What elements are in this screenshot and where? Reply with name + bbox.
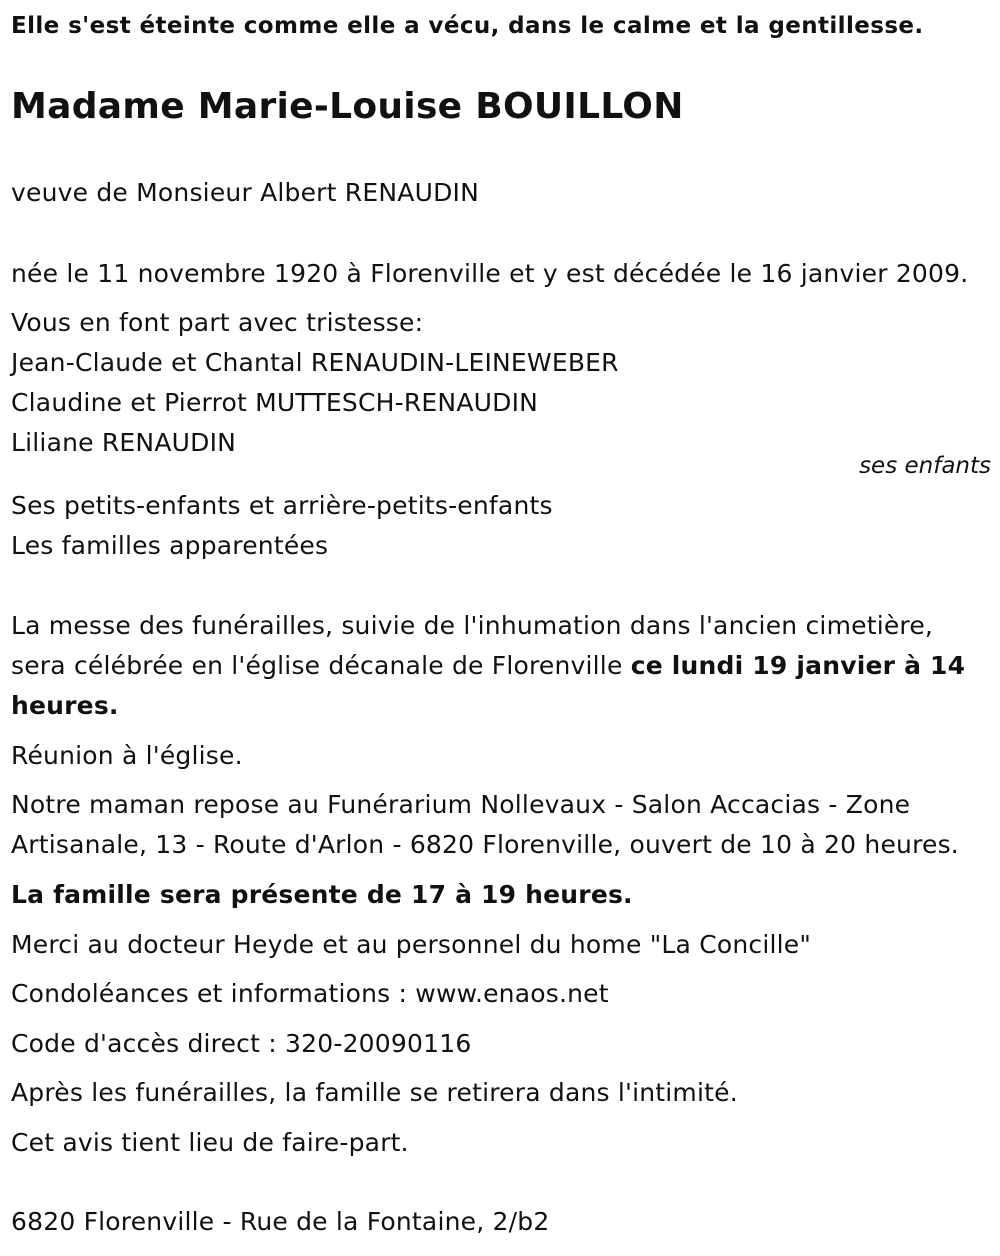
mass-date-text: ce lundi 19 janvier à 14	[630, 651, 966, 680]
notice-line: Cet avis tient lieu de faire-part.	[11, 1128, 409, 1157]
access-code-line: Code d'accès direct : 320-20090116	[11, 1029, 472, 1058]
epigraph: Elle s'est éteinte comme elle a vécu, dans le calme et la gentillesse.	[11, 13, 924, 39]
family-line: Les familles apparentées	[11, 531, 329, 560]
deceased-name: Madame Marie-Louise BOUILLON	[11, 86, 684, 127]
birth-death-line: née le 11 novembre 1920 à Florenville et y est décédée le 16 janvier 2009.	[11, 259, 969, 288]
meeting-line: Réunion à l'église.	[11, 741, 243, 770]
spouse-line: veuve de Monsieur Albert RENAUDIN	[11, 178, 479, 207]
child-line: Liliane RENAUDIN	[11, 428, 237, 457]
children-role: ses enfants	[859, 453, 991, 479]
condolences-line: Condoléances et informations : www.enaos.net	[11, 979, 609, 1008]
announcers-intro: Vous en font part avec tristesse:	[11, 308, 424, 337]
rest-line-1: Notre maman repose au Funérarium Nollevaux - Salon Accacias - Zone	[11, 790, 911, 819]
address-line: 6820 Florenville - Rue de la Fontaine, 2/b2	[11, 1207, 550, 1236]
child-line: Claudine et Pierrot MUTTESCH-RENAUDIN	[11, 388, 539, 417]
after-funeral-line: Après les funérailles, la famille se retirera dans l'intimité.	[11, 1078, 738, 1107]
family-presence-line: La famille sera présente de 17 à 19 heures.	[11, 880, 633, 909]
mass-line-1: La messe des funérailles, suivie de l'inhumation dans l'ancien cimetière,	[11, 611, 934, 640]
mass-location-text: sera célébrée en l'église décanale de Florenville	[11, 651, 631, 680]
child-line: Jean-Claude et Chantal RENAUDIN-LEINEWEBER	[11, 348, 619, 377]
mass-line-2	[11, 646, 965, 686]
family-line: Ses petits-enfants et arrière-petits-enfants	[11, 491, 553, 520]
mass-line-3: heures.	[11, 691, 119, 720]
rest-line-2: Artisanale, 13 - Route d'Arlon - 6820 Florenville, ouvert de 10 à 20 heures.	[11, 830, 959, 859]
thanks-line: Merci au docteur Heyde et au personnel du home "La Concille"	[11, 930, 812, 959]
